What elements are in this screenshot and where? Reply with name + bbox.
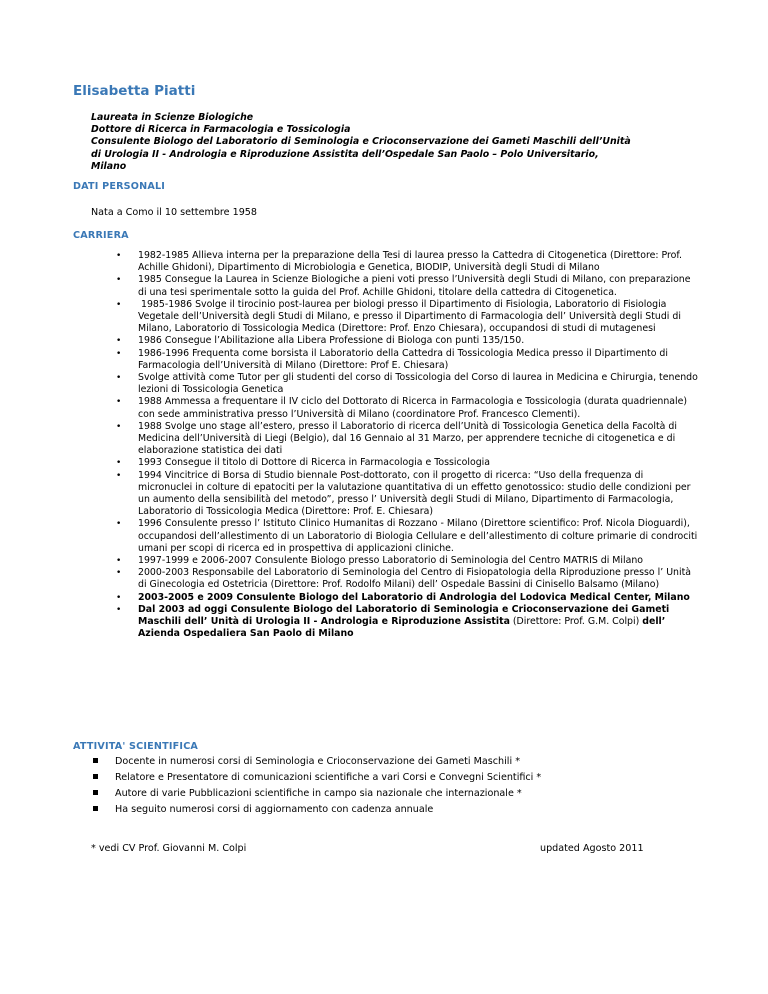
career-text: 1996 Consulente presso l’ Istituto Clinico Humanitas di Rozzano - Milano (Direttore scientifico: Prof. Nicola Dioguardi), occupandosi dell’allestimento di un Laboratorio di Biologia Cellulare e dell’allestimento di colture primarie di condrociti umani per scopi di ricerca ed in prospettiva di applicazioni cliniche.	[138, 518, 698, 554]
career-item	[116, 457, 698, 469]
bullet-icon: •	[116, 421, 122, 432]
person-name: Elisabetta Piatti	[73, 83, 196, 99]
qualification-line: Consulente Biologo del Laboratorio di Seminologia e Crioconservazione dei Gameti Maschili dell’Unità	[91, 136, 631, 148]
bullet-icon: •	[116, 556, 122, 567]
bullet-icon: •	[116, 470, 122, 481]
bullet-icon: •	[116, 336, 122, 347]
career-list	[116, 250, 698, 641]
scientific-text: Autore di varie Pubblicazioni scientifiche in campo sia nazionale che internazionale *	[115, 788, 522, 799]
career-item	[116, 603, 698, 641]
career-item	[116, 250, 698, 274]
career-text-bold: dell’ Azienda Ospedaliera San Paolo di Milano	[138, 616, 666, 640]
career-item	[116, 298, 698, 336]
bullet-icon: •	[116, 373, 122, 384]
section-heading-career: CARRIERA	[73, 230, 129, 241]
scientific-text: Ha seguito numerosi corsi di aggiornamento con cadenza annuale	[115, 804, 434, 815]
career-text: 1997-1999 e 2006-2007 Consulente Biologo presso Laboratorio di Seminologia del Centro MATRIS di Milano	[138, 555, 644, 567]
bullet-icon: •	[116, 568, 122, 579]
career-item	[116, 555, 698, 567]
square-bullet-icon	[93, 758, 98, 763]
scientific-text: Docente in numerosi corsi di Seminologia e Crioconservazione dei Gameti Maschili *	[115, 756, 520, 767]
bullet-icon: •	[116, 251, 122, 261]
square-bullet-icon	[93, 806, 98, 811]
career-item	[116, 567, 698, 591]
career-text: 1985 Consegue la Laurea in Scienze Biologiche a pieni voti presso l’Università degli Studi di Milano, con preparazione di una tesi sperimentale sotto la guida del Prof. Achille Ghidoni, titolare della cattedra di Citogenetica.	[138, 274, 691, 298]
career-text: 1985-1986 Svolge il tirocinio post-laurea per biologi presso il Dipartimento di Fisiologia, Laboratorio di Fisiologia Vegetale dell’Università degli Studi di Milano, e presso il Dipartimento di Farmacologia dell’ Università degli Studi di Milano, Laboratorio di Tossicologia Medica (Direttore: Prof. Enzo Chiesara), occupandosi di studi di mutagenesi	[138, 298, 684, 335]
career-text: 1986-1996 Frequenta come borsista il Laboratorio della Cattedra di Tossicologia Medica presso il Dipartimento di Farmacologia dell’Università di Milano (Direttore: Prof E. Chiesara)	[138, 347, 668, 371]
section-heading-scientific: ATTIVITA' SCIENTIFICA	[73, 741, 199, 752]
qualification-line: Milano	[91, 160, 127, 172]
square-bullet-icon	[93, 790, 98, 795]
career-item	[116, 274, 698, 298]
career-text-bold: Dal 2003 ad oggi Consulente Biologo del Laboratorio di Seminologia e Crioconservazione dei Gameti Maschili dell’ Unità di Urologia II - Andrologia e Riproduzione Assistita	[138, 603, 670, 628]
career-item	[116, 372, 698, 396]
career-item	[116, 347, 698, 372]
footer-note: * vedi CV Prof. Giovanni M. Colpi	[91, 843, 247, 854]
career-item	[116, 518, 698, 555]
bullet-icon: •	[116, 519, 122, 530]
scientific-item	[93, 786, 713, 802]
career-item	[116, 420, 698, 458]
bullet-icon: •	[116, 348, 122, 359]
career-text: 1988 Ammessa a frequentare il IV ciclo del Dottorato di Ricerca in Farmacologia e Tossicologia (durata quadriennale) con sede amministrativa presso l’Università di Milano (coordinatore Prof. Francesco Clementi).	[138, 396, 688, 420]
bullet-icon: •	[116, 275, 122, 286]
career-text: 1986 Consegue l’Abilitazione alla Libera Professione di Biologa con punti 135/150.	[138, 335, 525, 347]
birth-info: Nata a Como il 10 settembre 1958	[91, 207, 258, 218]
qualification-line: Laureata in Scienze Biologiche	[91, 112, 254, 123]
bullet-icon: •	[116, 299, 122, 310]
footer-updated: updated Agosto 2011	[540, 843, 644, 854]
career-item	[116, 469, 698, 519]
career-text: 2003-2005 e 2009 Consulente Biologo del Laboratorio di Andrologia del Lodovica Medical Center, Milano	[138, 591, 690, 603]
career-text: 2000-2003 Responsabile del Laboratorio di Seminologia del Centro di Fisiopatologia della Riproduzione presso l’ Unità di Ginecologia ed Ostetricia (Direttore: Prof. Rodolfo Milani) dell’ Ospedale Bassini di Cinisello Balsamo (Milano)	[138, 567, 692, 591]
career-item	[116, 396, 698, 420]
qualifications-block	[91, 112, 731, 173]
bullet-icon: •	[116, 458, 122, 469]
career-item	[116, 335, 698, 347]
bullet-icon: •	[116, 397, 122, 408]
scientific-item	[93, 802, 713, 818]
section-heading-personal: DATI PERSONALI	[73, 181, 166, 192]
career-text: 1994 Vincitrice di Borsa di Studio biennale Post-dottorato, con il progetto di ricerca: “Uso della frequenza di micronuclei in colture di epatociti per la valutazione quantitativa di un effetto genotossico: studio delle condizioni per un aumento della sensibilità del metodo”, presso l’ Università degli Studi di Milano, Dipartimento di Farmacologia, Laboratorio di Tossicologia Medica (Direttore: Prof. E. Chiesara)	[138, 469, 691, 518]
qualification-line: Dottore di Ricerca in Farmacologia e Tossicologia	[91, 124, 351, 136]
career-text-normal: (Direttore: Prof. G.M. Colpi)	[509, 616, 643, 628]
career-text: 1993 Consegue il titolo di Dottore di Ricerca in Farmacologia e Tossicologia	[138, 457, 491, 469]
qualification-line: di Urologia II - Andrologia e Riproduzione Assistita dell’Ospedale San Paolo – Polo Universitario,	[91, 148, 599, 160]
bullet-icon: •	[116, 604, 122, 615]
scientific-text: Relatore e Presentatore di comunicazioni scientifiche a vari Corsi e Convegni Scientifici *	[115, 772, 542, 783]
square-bullet-icon	[93, 774, 98, 779]
scientific-item	[93, 770, 713, 786]
scientific-item	[93, 754, 713, 770]
career-item	[116, 591, 698, 604]
scientific-list	[93, 754, 713, 818]
career-text: 1988 Svolge uno stage all’estero, presso il Laboratorio di ricerca dell’Unità di Tossicologia Genetica della Facoltà di Medicina dell’Università di Liegi (Belgio), dal 16 Gennaio al 31 Marzo, per apprendere tecniche di citogenetica e di elaborazione statistica dei dati	[138, 420, 677, 457]
career-text: 1982-1985 Allieva interna per la preparazione della Tesi di laurea presso la Cattedra di Citogenetica (Direttore: Prof. Achille Ghidoni), Dipartimento di Microbiologia e Genetica, BIODIP, Università degli Studi di Milano	[138, 250, 682, 274]
career-text: Svolge attività come Tutor per gli studenti del corso di Tossicologia del Corso di laurea in Medicina e Chirurgia, tenendo lezioni di Tossicologia Genetica	[138, 372, 698, 396]
bullet-icon: •	[116, 592, 122, 603]
